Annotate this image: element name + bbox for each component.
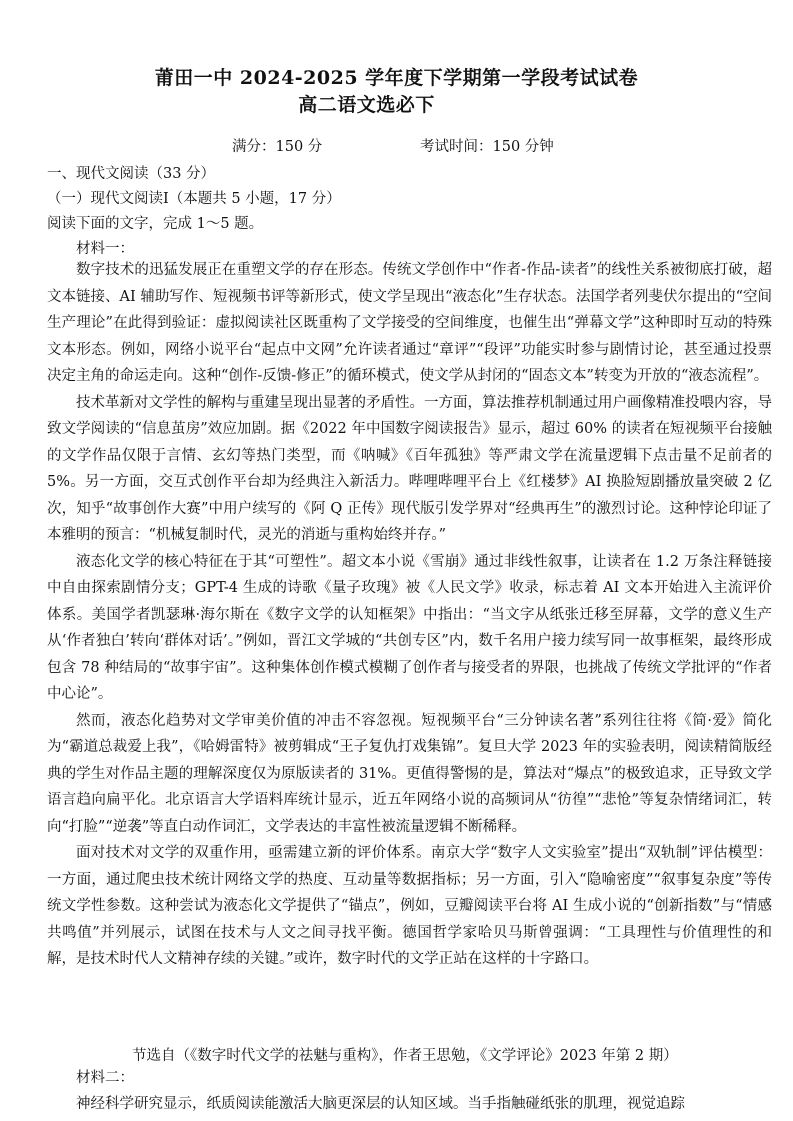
exam-time: 考试时间：150 分钟 (420, 139, 554, 155)
reading-instruction: 阅读下面的文字，完成 1～5 题。 (47, 216, 264, 232)
exam-title: 莆田一中 2024-2025 学年度下学期第一学段考试试卷 (154, 67, 639, 89)
material-one-body (47, 257, 772, 973)
paragraph: 技术革新对文学性的解构与重建呈现出显著的矛盾性。一方面，算法推荐机制通过用户画像精准投喂内容，导致文学阅读的“信息茧房”效应加剧。据《2022 年中国数字阅读报告》显示，超过 60% 的读者在短视频平台接触的文学作品仅限于言情、玄幻等热门类型，而《呐喊》《百年孤独》等严肃文学在流量逻辑下点击量不足前者的 5%。另一方面，交互式创作平台却为经典注入新活力。哔哩哔哩平台上《红楼梦》AI 换脸短剧播放量突破 2 亿次，知乎“故事创作大赛”中用户续写的《阿 Q 正传》现代版引发学界对“经典再生”的激烈讨论。这种悖论印证了本雅明的预言：“机械复制时代，灵光的消逝与重构始终并存。” (47, 394, 772, 543)
source-note: 节选自（《数字时代文学的祛魅与重构》，作者王思勉，《文学评论》2023 年第 2 期） (132, 1048, 678, 1064)
material-one-label: 材料一： (76, 241, 134, 257)
paragraph: 然而，液态化趋势对文学审美价值的冲击不容忽视。短视频平台“三分钟读名著”系列往往将《简·爱》简化为“霸道总裁爱上我”，《哈姆雷特》被剪辑成“王子复仇打戏集锦”。复旦大学 2023 年的实验表明，阅读精简版经典的学生对作品主题的理解深度仅为原版读者的 31%。更值得警惕的是，算法对“爆点”的极致追求，正导致文学语言趋向扁平化。北京语言大学语料库统计显示，近五年网络小说的高频词从“彷徨”“悲怆”等复杂情绪词汇，转向“打脸”“逆袭”等直白动作词汇，文学表达的丰富性被流量逻辑不断稀释。 (47, 712, 772, 835)
paragraph: 面对技术对文学的双重作用，亟需建立新的评价体系。南京大学“数字人文实验室”提出“双轨制”评估模型：一方面，通过爬虫技术统计网络文学的热度、互动量等数据指标；另一方面，引入“隐喻密度”“叙事复杂度”等传统文学性参数。这种尝试为液态化文学提供了“锚点”，例如，豆瓣阅读平台将 AI 生成小说的“创新指数”与“情感共鸣值”并列展示，试图在技术与人文之间寻找平衡。德国哲学家哈贝马斯曾强调：“工具理性与价值理性的和解，是技术时代人文精神存续的关键。”或许，数字时代的文学正站在这样的十字路口。 (47, 845, 772, 967)
exam-subtitle: 高二语文选必下 (298, 94, 435, 116)
section-heading: 一、现代文阅读（33 分） (47, 166, 216, 182)
paragraph: 数字技术的迅猛发展正在重塑文学的存在形态。传统文学创作中“作者-作品-读者”的线性关系被彻底打破，超文本链接、AI 辅助写作、短视频书评等新形式，使文学呈现出“液态化”生存状态。法国学者列斐伏尔提出的“空间生产理论”在此得到验证：虚拟阅读社区既重构了文学接受的空间维度，也催生出“弹幕文学”这种即时互动的特殊文本形态。例如，网络小说平台“起点中文网”允许读者通过“章评”“段评”功能实时参与剧情讨论，甚至通过投票决定主角的命运走向。这种“创作-反馈-修正”的循环模式，使文学从封闭的“固态文本”转变为开放的“液态流程”。 (47, 262, 772, 384)
full-score: 满分：150 分 (232, 139, 323, 155)
material-two-first-line: 神经科学研究显示，纸质阅读能激活大脑更深层的认知区域。当手指触碰纸张的肌理，视觉追踪 (76, 1096, 685, 1112)
sub-section-heading: （一）现代文阅读Ⅰ（本题共 5 小题，17 分） (47, 191, 341, 207)
paragraph: 液态化文学的核心特征在于其“可塑性”。超文本小说《雪崩》通过非线性叙事，让读者在 1.2 万条注释链接中自由探索剧情分支；GPT-4 生成的诗歌《量子玫瑰》被《人民文学》收录，标志着 AI 文本开始进入主流评价体系。美国学者凯瑟琳·海尔斯在《数字文学的认知框架》中指出：“当文字从纸张迁移至屏幕，文学的意义生产从‘作者独白’转向‘群体对话’。”例如，晋江文学城的“共创专区”内，数千名用户接力续写同一故事框架，最终形成包含 78 种结局的“故事宇宙”。这种集体创作模式模糊了创作者与接受者的界限，也挑战了传统文学批评的“作者中心论”。 (47, 553, 772, 702)
material-two-label: 材料二： (76, 1070, 134, 1086)
